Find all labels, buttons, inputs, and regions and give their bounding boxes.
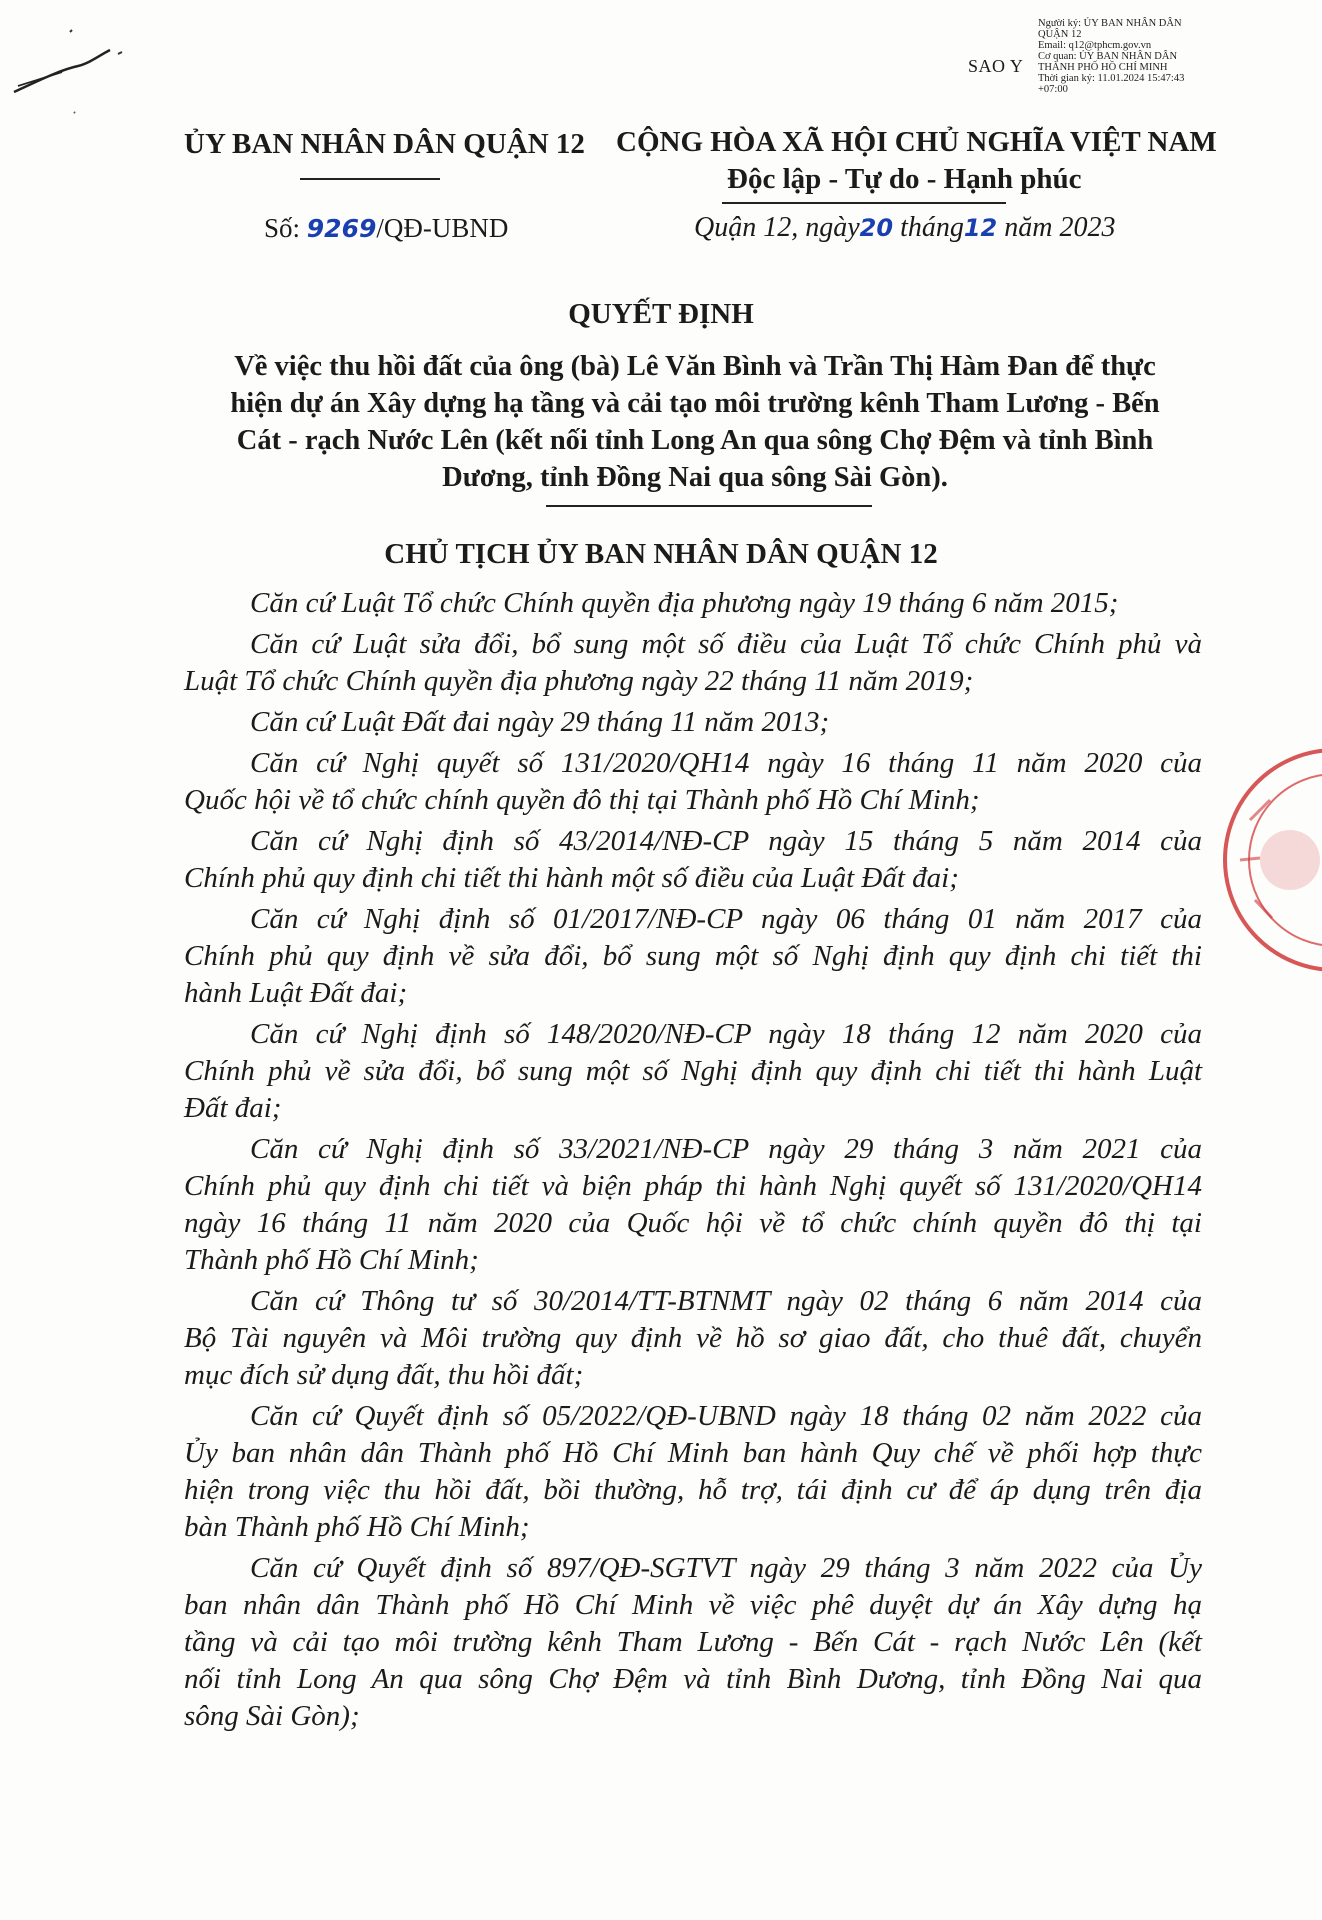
subject-line: Dương, tỉnh Đồng Nai qua sông Sài Gòn). xyxy=(442,462,948,493)
signature-line: +07:00 xyxy=(1038,84,1068,95)
basis-paragraph xyxy=(184,1016,1202,1127)
subject-line: Về việc thu hồi đất của ông (bà) Lê Văn Bình và Trần Thị Hàm Đan để thực xyxy=(234,351,1156,382)
basis-line: Căn cứ Quyết định số 05/2022/QĐ-UBND ngày 18 tháng 02 năm 2022 của xyxy=(250,1400,1202,1432)
doc-no-handwritten: 9269 xyxy=(306,214,377,243)
basis-line: Ủy ban nhân dân Thành phố Hồ Chí Minh ban hành Quy chế về phối hợp thực xyxy=(184,1437,1202,1469)
basis-paragraph xyxy=(184,823,1202,897)
basis-line: hiện trong việc thu hồi đất, bồi thường, hỗ trợ, tái định cư để áp dụng trên địa xyxy=(184,1474,1202,1506)
document-subject xyxy=(180,348,1210,496)
basis-line: Thành phố Hồ Chí Minh; xyxy=(184,1244,479,1276)
basis-line: Căn cứ Nghị định số 33/2021/NĐ-CP ngày 29 tháng 3 năm 2021 của xyxy=(250,1133,1202,1165)
basis-line: sông Sài Gòn); xyxy=(184,1700,360,1732)
official-seal-stamp xyxy=(1210,740,1322,980)
basis-line: Chính phủ quy định chi tiết và biện pháp thi hành Nghị quyết số 131/2020/QH14 xyxy=(184,1170,1202,1202)
digital-signature-info xyxy=(1038,18,1268,95)
basis-line: bàn Thành phố Hồ Chí Minh; xyxy=(184,1511,530,1543)
place-and-date xyxy=(694,212,1115,244)
signature-line: THÀNH PHỐ HỒ CHÍ MINH xyxy=(1038,62,1168,73)
signature-line: Người ký: ỦY BAN NHÂN DÂN xyxy=(1038,18,1182,29)
pen-scribble xyxy=(0,0,160,130)
org-underline xyxy=(300,178,440,180)
month-label: tháng xyxy=(893,212,964,243)
doc-no-label: Số: xyxy=(264,213,307,243)
subject-line: hiện dự án Xây dựng hạ tầng và cải tạo môi trường kênh Tham Lương - Bến xyxy=(230,388,1160,419)
year-label: năm 2023 xyxy=(997,212,1116,243)
subject-line: Cát - rạch Nước Lên (kết nối tỉnh Long An qua sông Chợ Đệm và tỉnh Bình xyxy=(236,425,1154,456)
issuing-authority: CHỦ TỊCH ỦY BAN NHÂN DÂN QUẬN 12 xyxy=(384,538,938,570)
place-label: Quận 12, ngày xyxy=(694,212,860,243)
basis-paragraph xyxy=(184,901,1202,1012)
basis-line: Căn cứ Thông tư số 30/2014/TT-BTNMT ngày 02 tháng 6 năm 2014 của xyxy=(250,1285,1202,1317)
basis-paragraph xyxy=(184,704,1202,741)
document-number xyxy=(264,213,508,244)
basis-paragraph xyxy=(184,626,1202,700)
basis-line: Quốc hội về tổ chức chính quyền đô thị tại Thành phố Hồ Chí Minh; xyxy=(184,784,980,816)
legal-basis-section xyxy=(184,585,1202,1739)
basis-line: Căn cứ Nghị quyết số 131/2020/QH14 ngày 16 tháng 11 năm 2020 của xyxy=(250,747,1202,779)
signature-line: Thời gian ký: 11.01.2024 15:47:43 xyxy=(1038,73,1185,84)
national-motto: Độc lập - Tự do - Hạnh phúc xyxy=(727,163,1082,195)
basis-paragraph xyxy=(184,745,1202,819)
basis-paragraph xyxy=(184,585,1202,622)
basis-line: Luật Tổ chức Chính quyền địa phương ngày 22 tháng 11 năm 2019; xyxy=(184,665,974,697)
basis-paragraph xyxy=(184,1398,1202,1546)
month-handwritten: 12 xyxy=(963,214,998,242)
basis-line: hành Luật Đất đai; xyxy=(184,977,408,1009)
basis-line: tầng và cải tạo môi trường kênh Tham Lương - Bến Cát - rạch Nước Lên (kết xyxy=(184,1626,1202,1658)
basis-line: mục đích sử dụng đất, thu hồi đất; xyxy=(184,1359,584,1391)
basis-paragraph xyxy=(184,1550,1202,1735)
basis-line: Căn cứ Nghị định số 148/2020/NĐ-CP ngày 18 tháng 12 năm 2020 của xyxy=(250,1018,1202,1050)
basis-line: Căn cứ Quyết định số 897/QĐ-SGTVT ngày 29 tháng 3 năm 2022 của Ủy xyxy=(250,1552,1202,1584)
signature-line: Email: q12@tphcm.gov.vn xyxy=(1038,40,1152,51)
signature-line: Cơ quan: ỦY BAN NHÂN DÂN xyxy=(1038,51,1178,62)
motto-underline xyxy=(722,202,1006,204)
basis-line: ban nhân dân Thành phố Hồ Chí Minh về việc phê duyệt dự án Xây dựng hạ xyxy=(184,1589,1202,1621)
basis-paragraph xyxy=(184,1283,1202,1394)
basis-line: nối tỉnh Long An qua sông Chợ Đệm và tỉnh Bình Dương, tỉnh Đồng Nai qua xyxy=(184,1663,1202,1695)
doc-no-suffix: /QĐ-UBND xyxy=(376,213,509,243)
basis-line: Căn cứ Luật Đất đai ngày 29 tháng 11 năm 2013; xyxy=(250,706,830,738)
certified-copy-mark: SAO Y xyxy=(968,56,1024,76)
basis-line: Chính phủ về sửa đổi, bổ sung một số Nghị định quy định chi tiết thi hành Luật xyxy=(184,1055,1202,1087)
basis-line: Đất đai; xyxy=(184,1092,282,1124)
subject-underline xyxy=(546,505,872,507)
basis-line: ngày 16 tháng 11 năm 2020 của Quốc hội về tổ chức chính quyền đô thị tại xyxy=(184,1207,1202,1239)
basis-line: Chính phủ quy định về sửa đổi, bổ sung một số Nghị định quy định chi tiết thi xyxy=(184,940,1202,972)
basis-line: Chính phủ quy định chi tiết thi hành một số điều của Luật Đất đai; xyxy=(184,862,959,894)
basis-line: Bộ Tài nguyên và Môi trường quy định về hồ sơ giao đất, cho thuê đất, chuyển xyxy=(184,1322,1202,1354)
basis-line: Căn cứ Luật sửa đổi, bổ sung một số điều của Luật Tổ chức Chính phủ và xyxy=(250,628,1202,660)
signature-line: QUẬN 12 xyxy=(1038,29,1082,40)
issuing-organization: ỦY BAN NHÂN DÂN QUẬN 12 xyxy=(184,128,585,160)
basis-paragraph xyxy=(184,1131,1202,1279)
basis-line: Căn cứ Nghị định số 01/2017/NĐ-CP ngày 06 tháng 01 năm 2017 của xyxy=(250,903,1202,935)
day-handwritten: 20 xyxy=(859,214,894,242)
basis-line: Căn cứ Luật Tổ chức Chính quyền địa phương ngày 19 tháng 6 năm 2015; xyxy=(250,587,1119,619)
national-title: CỘNG HÒA XÃ HỘI CHỦ NGHĨA VIỆT NAM xyxy=(616,126,1217,158)
document-title: QUYẾT ĐỊNH xyxy=(568,298,754,330)
basis-line: Căn cứ Nghị định số 43/2014/NĐ-CP ngày 15 tháng 5 năm 2014 của xyxy=(250,825,1202,857)
